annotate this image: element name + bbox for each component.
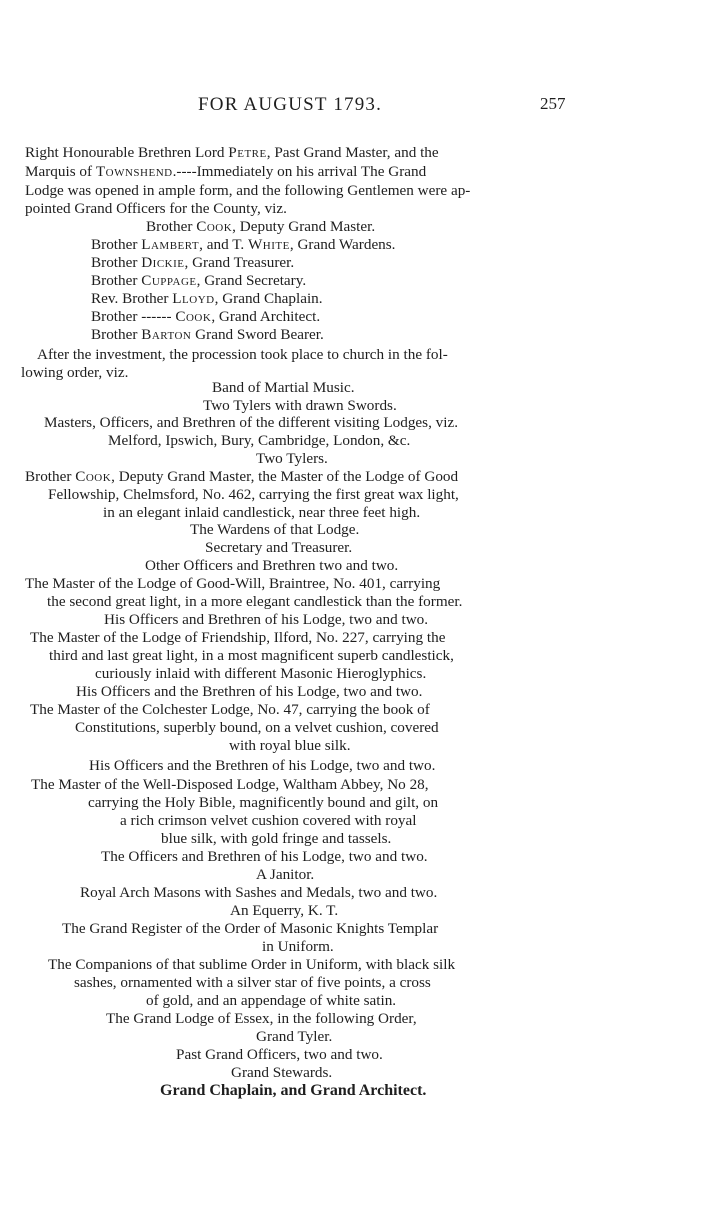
officer-line	[146, 218, 375, 236]
procession-line: A Janitor.	[256, 866, 315, 883]
person-name: Cuppage	[141, 272, 197, 289]
procession-line: Past Grand Officers, two and two.	[176, 1046, 383, 1063]
procession-line: Grand Stewards.	[231, 1064, 333, 1081]
text-span: , Grand Chaplain.	[214, 290, 323, 307]
text-span: Brother	[91, 272, 142, 289]
text-span: Brother	[91, 326, 142, 343]
procession-line: The Companions of that sublime Order in Uniform, with black silk	[48, 956, 456, 973]
procession-line: Grand Tyler.	[256, 1028, 333, 1045]
procession-line: The Wardens of that Lodge.	[190, 521, 360, 538]
procession-line: The Master of the Colchester Lodge, No. 47, carrying the book of	[30, 701, 430, 718]
person-name: Townshend	[95, 163, 173, 180]
procession-line: sashes, ornamented with a silver star of five points, a cross	[74, 974, 431, 991]
procession-line: The Master of the Lodge of Friendship, Ilford, No. 227, carrying the	[30, 629, 446, 646]
officer-line	[91, 272, 306, 290]
text-span: Rev. Brother	[91, 290, 173, 307]
text-span: , Grand Treasurer.	[184, 254, 295, 271]
procession-line: of gold, and an appendage of white satin.	[146, 992, 397, 1009]
text-span: Brother	[146, 218, 197, 235]
text-span: , Grand Wardens.	[289, 236, 396, 253]
procession-line: with royal blue silk.	[229, 737, 351, 754]
procession-line	[25, 468, 458, 486]
person-name: Cook	[175, 308, 212, 325]
text-line: pointed Grand Officers for the County, viz.	[25, 200, 287, 217]
procession-line: An Equerry, K. T.	[230, 902, 339, 919]
person-name: White	[247, 236, 290, 253]
procession-line: The Master of the Well-Disposed Lodge, Waltham Abbey, No 28,	[31, 776, 429, 793]
text-span: , Deputy Grand Master.	[232, 218, 376, 235]
procession-line: in an elegant inlaid candlestick, near three feet high.	[103, 504, 421, 521]
person-name: Cook	[75, 468, 112, 485]
procession-line: Masters, Officers, and Brethren of the different visiting Lodges, viz.	[44, 414, 459, 431]
procession-line: The Master of the Lodge of Good-Will, Braintree, No. 401, carrying	[25, 575, 441, 592]
person-name: Lloyd	[172, 290, 215, 307]
person-name: Cook	[196, 218, 233, 235]
page-number: 257	[540, 94, 566, 113]
text-span: , Grand Architect.	[211, 308, 321, 325]
text-line	[25, 144, 439, 162]
text-span: Right Honourable Brethren Lord	[25, 144, 229, 161]
person-name: Petre	[228, 144, 267, 161]
procession-line: Royal Arch Masons with Sashes and Medals, two and two.	[80, 884, 438, 901]
procession-line: third and last great light, in a most magnificent superb candlestick,	[49, 647, 454, 664]
procession-line: Two Tylers with drawn Swords.	[203, 397, 397, 414]
officer-line	[91, 254, 294, 272]
text-span: Grand Sword Bearer.	[191, 326, 324, 343]
procession-line: Constitutions, superbly bound, on a velvet cushion, covered	[75, 719, 439, 736]
text-span: Brother	[91, 236, 142, 253]
text-span: , Grand Secretary.	[196, 272, 307, 289]
procession-line: the second great light, in a more elegant candlestick than the former.	[47, 593, 463, 610]
procession-line: Fellowship, Chelmsford, No. 462, carrying the first great wax light,	[48, 486, 459, 503]
procession-line: blue silk, with gold fringe and tassels.	[161, 830, 392, 847]
text-line	[25, 163, 426, 181]
text-span: Brother	[91, 254, 142, 271]
procession-line: Other Officers and Brethren two and two.	[145, 557, 399, 574]
procession-line: Band of Martial Music.	[212, 379, 355, 396]
person-name: Barton	[141, 326, 192, 343]
procession-line: a rich crimson velvet cushion covered with royal	[120, 812, 417, 829]
procession-line: The Grand Lodge of Essex, in the following Order,	[106, 1010, 417, 1027]
officer-line	[91, 290, 323, 308]
text-span: , and T.	[199, 236, 248, 253]
officer-line	[91, 236, 395, 254]
procession-line: carrying the Holy Bible, magnificently bound and gilt, on	[88, 794, 439, 811]
person-name: Lambert	[141, 236, 200, 253]
procession-line: His Officers and Brethren of his Lodge, two and two.	[104, 611, 429, 628]
procession-line: curiously inlaid with different Masonic Hieroglyphics.	[95, 665, 427, 682]
running-header	[0, 94, 715, 120]
officer-line	[91, 308, 320, 326]
person-name: Dickie	[141, 254, 185, 271]
text-line: Lodge was opened in ample form, and the following Gentlemen were ap-	[25, 182, 471, 199]
text-span: Brother ------	[91, 308, 176, 325]
text-line: lowing order, viz.	[21, 364, 129, 381]
text-span: .----Immediately on his arrival The Grand	[172, 163, 427, 180]
officer-line	[91, 326, 324, 344]
procession-line: Grand Chaplain, and Grand Architect.	[160, 1082, 427, 1099]
text-span: Marquis of	[25, 163, 96, 180]
text-span: , Past Grand Master, and the	[266, 144, 439, 161]
procession-line: Secretary and Treasurer.	[205, 539, 353, 556]
procession-line: His Officers and the Brethren of his Lodge, two and two.	[76, 683, 423, 700]
text-span: , Deputy Grand Master, the Master of the Lodge of Good	[111, 468, 459, 485]
text-span: Brother	[25, 468, 76, 485]
text-line: After the investment, the procession took place to church in the fol-	[37, 346, 448, 363]
procession-line: Melford, Ipswich, Bury, Cambridge, London, &c.	[108, 432, 411, 449]
procession-line: in Uniform.	[262, 938, 334, 955]
procession-line: Two Tylers.	[256, 450, 328, 467]
running-title: FOR AUGUST 1793.	[198, 94, 383, 115]
procession-line: The Grand Register of the Order of Masonic Knights Templar	[62, 920, 439, 937]
procession-line: The Officers and Brethren of his Lodge, two and two.	[101, 848, 428, 865]
procession-line: His Officers and the Brethren of his Lodge, two and two.	[89, 757, 436, 774]
